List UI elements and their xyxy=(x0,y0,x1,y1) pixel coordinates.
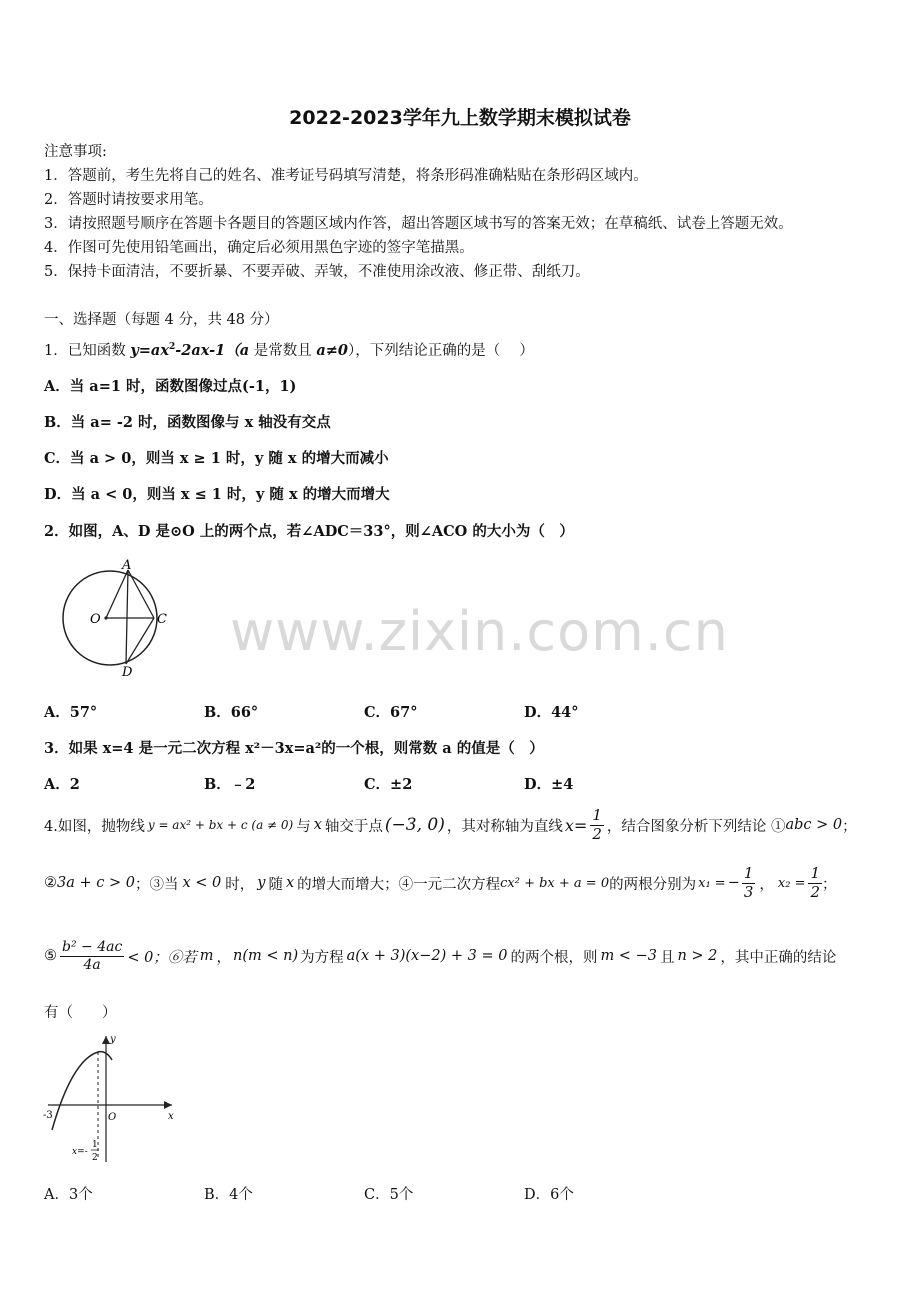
notice-item: 1．答题前，考生先将自己的姓名、准考证号码填写清楚，将条形码准确粘贴在条形码区域内。 xyxy=(44,168,648,184)
q4-option-c: C．5个 xyxy=(364,1187,414,1203)
q4-option-d: D．6个 xyxy=(524,1187,574,1203)
q3-option-d: D．±4 xyxy=(524,776,574,793)
notice-item: 3．请按照题号顺序在答题卡各题目的答题区域内作答，超出答题区域书写的答案无效；在草稿纸、试卷上答题无效。 xyxy=(44,216,793,232)
q3-option-a: A．2 xyxy=(44,776,80,793)
q1-option-b: B．当 a= -2 时，函数图像与 x 轴没有交点 xyxy=(44,414,331,431)
q4-stem-line3: ⑤ $\frac{\text{b² − 4ac}}{4a}$ < 0；⑥若 m ， n(m < n) 为方程 a(x + 3)(x−2) + 3 = 0 的两个根，则 m < −3 且 n > 2 ，其中正确的结论 xyxy=(44,939,837,973)
q4-option-a: A．3个 xyxy=(44,1187,93,1203)
notice-item: 2．答题时请按要求用笔。 xyxy=(44,192,213,208)
q4-stem-line4: 有（ ） xyxy=(44,1005,117,1021)
q2-option-c: C．67° xyxy=(364,704,418,721)
section-heading: 一、选择题（每题 4 分，共 48 分） xyxy=(44,312,279,328)
watermark: www.zixin.com.cn xyxy=(230,600,729,663)
label-c: C xyxy=(157,612,167,627)
label-d: D xyxy=(122,665,133,680)
q1-option-a: A．当 a=1 时，函数图像过点(-1，1) xyxy=(44,378,297,395)
svg-text:x: x xyxy=(168,1111,174,1122)
notice-item: 4．作图可先使用铅笔画出，确定后必须用黑色字迹的签字笔描黑。 xyxy=(44,240,474,256)
q3-option-b: B．﹣2 xyxy=(204,776,256,793)
svg-text:O: O xyxy=(108,1112,117,1123)
svg-text:x=-: x=- xyxy=(72,1147,88,1157)
q2-option-a: A．57° xyxy=(44,704,98,721)
q3-stem: 3．如果 x=4 是一元二次方程 x²－3x=a²的一个根，则常数 a 的值是（ ） xyxy=(44,740,544,757)
q2-option-b: B．66° xyxy=(204,704,259,721)
page-title: 2022-2023学年九上数学期末模拟试卷 xyxy=(289,107,631,129)
q1-option-c: C．当 a > 0，则当 x ≥ 1 时，y 随 x 的增大而减小 xyxy=(44,450,389,467)
q4-parabola-figure xyxy=(40,1030,185,1170)
notice-item: 5．保持卡面清洁，不要折暴、不要弄破、弄皱，不准使用涂改液、修正带、刮纸刀。 xyxy=(44,264,590,280)
q2-option-d: D．44° xyxy=(524,704,579,721)
svg-text:1: 1 xyxy=(92,1140,98,1150)
q3-option-c: C．±2 xyxy=(364,776,413,793)
label-o: O xyxy=(90,612,101,627)
notice-heading: 注意事项: xyxy=(44,144,107,160)
svg-text:2: 2 xyxy=(92,1153,98,1163)
q2-stem: 2．如图，A、D 是⊙O 上的两个点，若∠ADC＝33°，则∠ACO 的大小为（ ） xyxy=(44,523,574,540)
q2-circle-figure xyxy=(54,556,184,682)
q4-stem-line2: ② 3a + c > 0 ；③当 x < 0 时， y 随 x 的增大而增大；④一元二次方程 cx² + bx + a = 0 的两根分别为 x₁ = − $\frac{1}{3}$ ， x₂ = $\frac{1}{2}$ ； xyxy=(44,864,837,901)
q4-stem-line1: 4.如图，抛物线 y = ax² + bx + c (a ≠ 0) 与 x 轴交于点 (−3, 0) ，其对称轴为直线 x= $\frac{1}{2}$ ，结合图象分析下列结论 ① abc > 0 ； xyxy=(44,806,857,843)
q4-option-b: B．4个 xyxy=(204,1187,253,1203)
svg-text:y: y xyxy=(110,1034,116,1045)
q1-option-d: D．当 a < 0，则当 x ≤ 1 时，y 随 x 的增大而增大 xyxy=(44,486,390,503)
q1-stem: 1．已知函数 $y=ax^2-2ax-1(a$ 是常数且 a≠0），下列结论正确的是（ ） xyxy=(44,342,534,359)
svg-text:-3: -3 xyxy=(43,1110,53,1121)
label-a: A xyxy=(122,558,132,573)
